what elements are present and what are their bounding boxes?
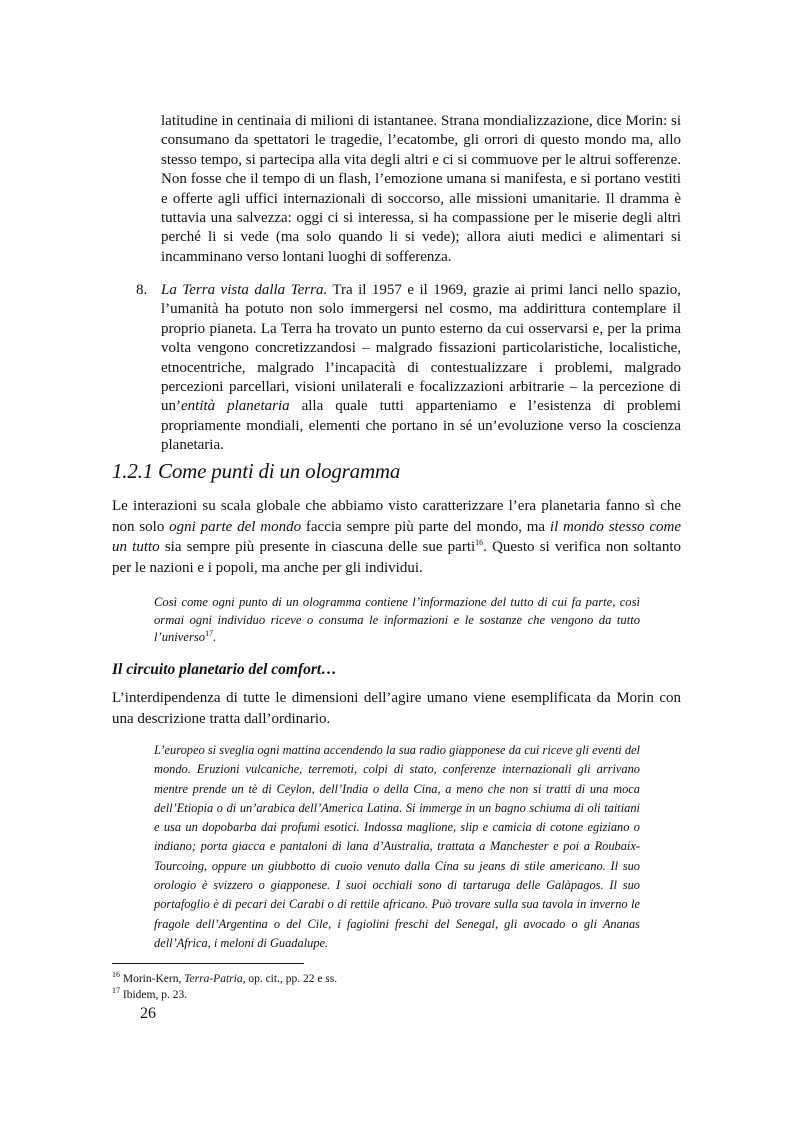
list-item-text (161, 281, 681, 456)
footnote-16-number: 16 (112, 970, 120, 980)
footnote-17-text: Ibidem, p. 23. (120, 989, 188, 1001)
p1-italic-1: ogni parte del mondo (169, 518, 302, 535)
footnote-ref-17[interactable]: 17 (205, 629, 214, 638)
footnote-16-text-b: , op. cit., pp. 22 e ss. (242, 973, 338, 985)
list-item-text-b: alla quale tutti apparteniamo e l’esistenza di problemi propriamente mondiali, elementi che portano in sé un’evoluzione verso la coscienza planetaria. (161, 398, 681, 454)
section-heading: 1.2.1 Come punti di un ologramma (112, 459, 401, 483)
continuation-paragraph: latitudine in centinaia di milioni di istantanee. Strana mondializzazione, dice Morin: si consumano da spettatori le tragedie, l’ecatombe, gli orrori di questo mondo ma, allo stesso tempo, si partecipa alla vita degli altri e ci si commuove per le altrui sofferenze. Non fosse che il tempo di un flash, l’emozione umana si manifesta, e si portano vestiti e offerte agli uffici internazionali di soccorso, alle missioni umanitarie. Il dramma è tuttavia una salvezza: oggi ci si interessa, si ha compassione per le miserie degli altri perché li si vede (ma solo quando li si vede); allora aiuti medici e alimentari si incamminano verso lontani luoghi di sofferenza. (161, 113, 681, 265)
list-item-title: La Terra vista dalla Terra. (161, 282, 328, 298)
footnote-17 (112, 988, 512, 1002)
page-number: 26 (140, 1005, 156, 1022)
footnote-16-italic: Terra-Patria (184, 973, 243, 985)
list-item-number: 8. (136, 282, 148, 298)
block-quote-1 (154, 594, 640, 647)
subheading: Il circuito planetario del comfort… (112, 661, 337, 678)
p1-text-3: sia sempre più presente in ciascuna delle sue parti (159, 539, 476, 556)
footnote-16-text-a: Morin-Kern, (120, 973, 185, 985)
quote1-text: Così come ogni punto di un ologramma contiene l’informazione del tutto di cui fa parte, così ormai ogni individuo riceve o consuma le informazioni e le sostanze che vengono da tutto l’universo (154, 595, 640, 645)
footnote-17-number: 17 (112, 986, 120, 996)
block-quote-2: L’europeo si sveglia ogni mattina accendendo la sua radio giapponese da cui riceve gli eventi del mondo. Eruzioni vulcaniche, terremoti, colpi di stato, conferenze internazionali gli arrivano mentre prende un tè di Ceylon, dell’India o della Cina, a meno che non si tratti di una moca dell’Etiopia o di un’arabica dell’America Latina. Si immerge in un bagno schiuma di oli taitiani e usa un dopobarba dai profumi esotici. Indossa maglione, slip e camicia di cotone egiziano o indiano; porta giacca e pantaloni di lana d’Australia, trattata a Manchester e poi a Roubaix-Tourcoing, oppure un giubbotto di cuoio venuto dalla Cina su jeans di stile americano. Il suo orologio è svizzero o giapponese. I suoi occhiali sono di tartaruga delle Galàpagos. Il suo portafoglio è di pecari dei Carabi o di rettile africano. Può trovare sulla sua tavola in inverno le fragole dell’Argentina o del Cile, i fagiolini freschi del Senegal, gli avocado o gli Ananas dell’Africa, i meloni di Guadalupe. (154, 743, 640, 950)
list-item-text-a: Tra il 1957 e il 1969, grazie ai primi lanci nello spazio, l’umanità ha potuto non solo immergersi nel cosmo, ma addirittura contemplare il proprio pianeta. La Terra ha trovato un punto esterno da cui osservarsi e, per la prima volta vengono concretizzandosi – malgrado fissazioni particolaristiche, localistiche, etnocentriche, malgrado l’incapacità di contestualizzare i problemi, malgrado percezioni parcellari, visioni unilaterali e focalizzazioni arbitrarie – la percezione di un’ (161, 282, 681, 415)
quote1-end: . (213, 630, 217, 645)
list-item-italic: entità planetaria (181, 398, 290, 415)
p1-text-4: . Questo si verifica non soltanto per le nazioni e i popoli, ma anche per gli individui. (112, 539, 681, 576)
footnote-ref-16[interactable]: 16 (475, 538, 484, 548)
body-paragraph-2: L’interdipendenza di tutte le dimensioni dell’agire umano viene esemplificata da Morin con una descrizione tratta dall’ordinario. (112, 690, 681, 727)
list-item-8 (136, 281, 681, 456)
footnote-divider (112, 963, 304, 964)
p1-italic-2: il mondo stesso come un tutto (112, 518, 681, 556)
body-paragraph-1 (112, 496, 681, 578)
footnote-16 (112, 972, 512, 986)
p1-text-1: Le interazioni su scala globale che abbiamo visto caratterizzare l’era planetaria fanno sì che non solo (112, 498, 681, 535)
p1-text-2: faccia sempre più parte del mondo, ma (301, 518, 550, 535)
